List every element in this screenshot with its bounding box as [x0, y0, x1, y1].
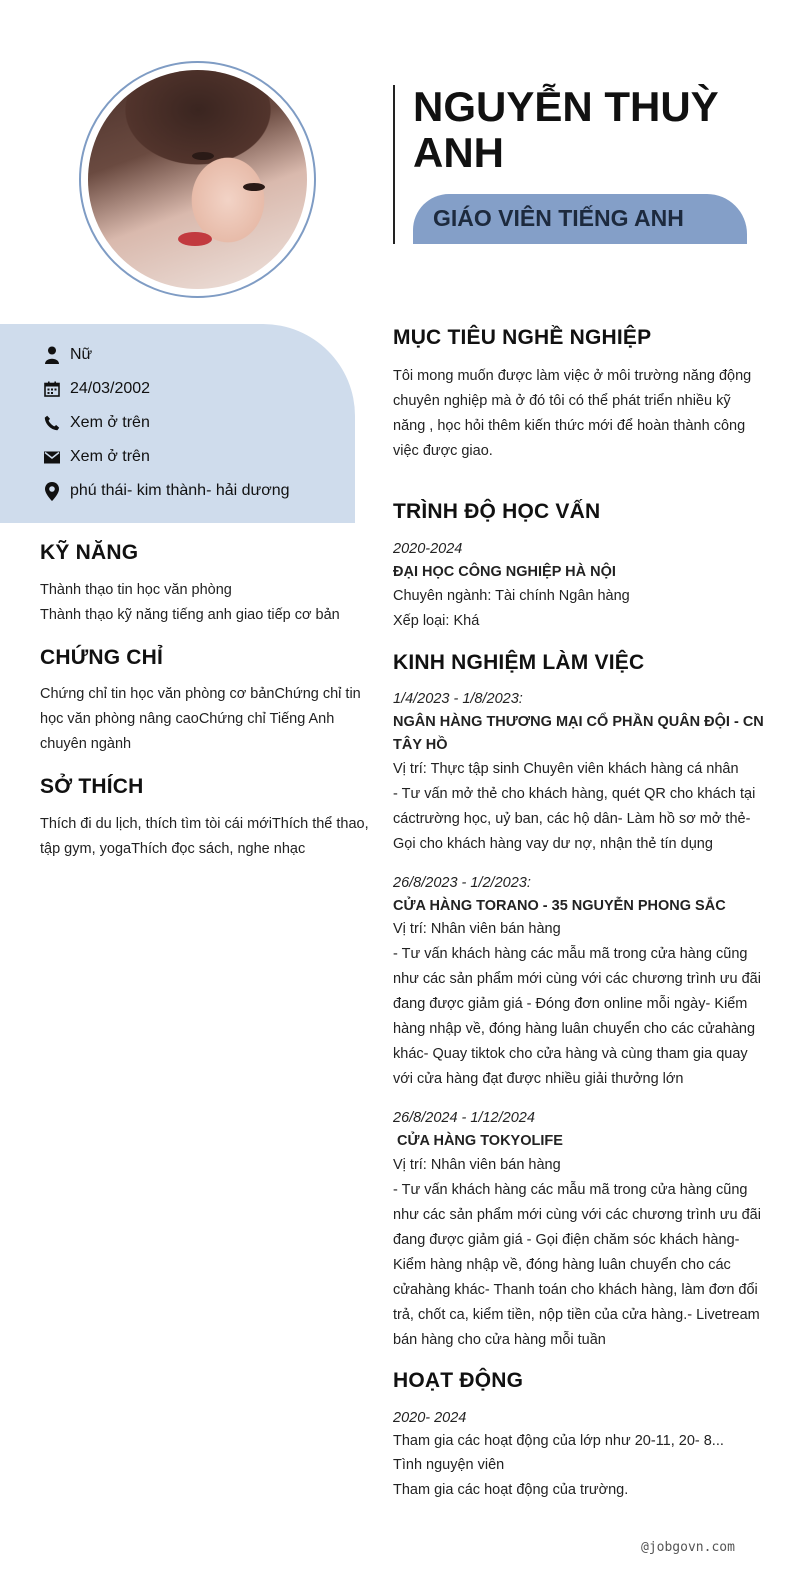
job-title-badge: GIÁO VIÊN TIẾNG ANH	[413, 194, 747, 244]
job-line: - Tư vấn mở thẻ cho khách hàng, quét QR cho khách tại	[393, 786, 756, 802]
job-company: CỬA HÀNG TOKYOLIFE	[393, 1133, 563, 1149]
avatar-eye	[192, 152, 214, 160]
phone-text: Xem ở trên	[70, 414, 150, 431]
experience-heading: KINH NGHIỆM LÀM VIỆC	[393, 651, 645, 674]
activity-line: Tham gia các hoạt động của trường.	[393, 1482, 629, 1498]
job-line: bán hàng cho cửa hàng mỗi tuần	[393, 1332, 606, 1348]
skills-heading: KỸ NĂNG	[40, 541, 139, 564]
job-period: 1/4/2023 - 1/8/2023:	[393, 691, 523, 707]
job-line: đang được giảm giá - Gọi điện chăm sóc khách hàng-	[393, 1232, 740, 1248]
job-line: - Tư vấn khách hàng các mẫu mã trong cửa hàng cũng	[393, 1182, 748, 1198]
skill-item: Thành thạo tin học văn phòng	[40, 582, 232, 598]
activities-period: 2020- 2024	[393, 1410, 467, 1426]
candidate-name: NGUYỄN THUỲ ANH	[413, 83, 719, 176]
job-line: Vị trí: Nhân viên bán hàng	[393, 921, 561, 937]
hobbies-heading: SỞ THÍCH	[40, 775, 144, 798]
phone-icon	[42, 413, 62, 433]
objective-line: chuyên nghiệp mà ở đó tôi có thể phát triển nhiều kỹ	[393, 393, 731, 409]
certificates-heading: CHỨNG CHỈ	[40, 646, 164, 669]
avatar-eye	[243, 183, 265, 191]
education-period: 2020-2024	[393, 541, 463, 557]
watermark-text: @jobgovn.com	[641, 1540, 735, 1555]
objective-line: năng , học hỏi thêm kiến thức mới để hoàn thành công	[393, 418, 746, 434]
education-heading: TRÌNH ĐỘ HỌC VẤN	[393, 500, 601, 523]
job-company: TÂY HỒ	[393, 737, 448, 753]
activities-heading: HOẠT ĐỘNG	[393, 1369, 524, 1392]
birthday-text: 24/03/2002	[70, 380, 151, 397]
job-line: khác- Quay tiktok cho cửa hàng và cùng tham gia quay	[393, 1046, 748, 1062]
hobby-line: Thích đi du lịch, thích tìm tòi cái mớiThích thể thao,	[40, 816, 369, 832]
skill-item: Thành thạo kỹ năng tiếng anh giao tiếp cơ bản	[40, 607, 340, 623]
job-line: Gọi cho khách hàng vay dư nợ, nhận thẻ tín dụng	[393, 836, 713, 852]
mail-icon	[42, 447, 62, 467]
education-school: ĐẠI HỌC CÔNG NGHIỆP HÀ NỘI	[393, 564, 616, 580]
job-line: trả, chốt ca, kiểm tiền, nộp tiền của cửa hàng.- Livetream	[393, 1307, 760, 1323]
location-pin-icon	[42, 481, 62, 501]
contact-birthday	[42, 377, 150, 401]
job-period: 26/8/2024 - 1/12/2024	[393, 1110, 535, 1126]
education-grade: Xếp loại: Khá	[393, 613, 480, 629]
calendar-icon	[42, 379, 62, 399]
avatar-photo	[88, 70, 307, 289]
certificate-line: chuyên ngành	[40, 736, 132, 752]
address-text: phú thái- kim thành- hải dương	[70, 482, 290, 499]
job-line: cửahàng khác- Thanh toán cho khách hàng, làm đơn đổi	[393, 1282, 758, 1298]
objective-line: việc được giao.	[393, 443, 493, 459]
email-text: Xem ở trên	[70, 448, 150, 465]
activity-line: Tình nguyện viên	[393, 1457, 505, 1473]
job-line: như các sản phẩm mới cùng với các chương trình ưu đãi	[393, 1207, 761, 1223]
avatar-lips	[178, 232, 212, 246]
name-divider	[393, 85, 395, 244]
job-line: Vị trí: Nhân viên bán hàng	[393, 1157, 561, 1173]
job-line: Kiểm hàng nhập về, đóng hàng luân chuyển cho các	[393, 1257, 731, 1273]
gender-text: Nữ	[70, 346, 93, 363]
contact-phone	[42, 411, 150, 435]
job-line: - Tư vấn khách hàng các mẫu mã trong cửa hàng cũng	[393, 946, 748, 962]
certificate-line: học văn phòng nâng caoChứng chỉ Tiếng Anh	[40, 711, 335, 727]
objective-line: Tôi mong muốn được làm việc ở môi trường năng động	[393, 368, 752, 384]
job-line: hàng nhập về, đóng hàng luân chuyển cho các cửahàng	[393, 1021, 756, 1037]
activity-line: Tham gia các hoạt động của lớp như 20-11, 20- 8...	[393, 1433, 724, 1449]
contact-gender	[42, 343, 92, 367]
job-line: đang được giảm giá - Đóng đơn online mỗi ngày- Kiểm	[393, 996, 748, 1012]
objective-heading: MỤC TIÊU NGHỀ NGHIỆP	[393, 326, 652, 349]
job-line: như các sản phẩm mới cùng với các chương trình ưu đãi	[393, 971, 761, 987]
contact-email	[42, 445, 150, 469]
contact-address	[42, 479, 290, 503]
job-period: 26/8/2023 - 1/2/2023:	[393, 875, 531, 891]
job-line: với cửa hàng đạt được nhiều giải thưởng lớn	[393, 1071, 684, 1087]
job-line: cáctrường học, uỷ ban, các hộ dân- Làm hồ sơ mở thẻ-	[393, 811, 751, 827]
education-major: Chuyên ngành: Tài chính Ngân hàng	[393, 588, 630, 604]
job-company: NGÂN HÀNG THƯƠNG MẠI CỔ PHẦN QUÂN ĐỘI - CN	[393, 714, 764, 730]
certificate-line: Chứng chỉ tin học văn phòng cơ bảnChứng chỉ tin	[40, 686, 361, 702]
person-icon	[42, 345, 62, 365]
job-line: Vị trí: Thực tập sinh Chuyên viên khách hàng cá nhân	[393, 761, 739, 777]
job-company: CỬA HÀNG TORANO - 35 NGUYỄN PHONG SẮC	[393, 898, 726, 914]
hobby-line: tập gym, yogaThích đọc sách, nghe nhạc	[40, 841, 306, 857]
